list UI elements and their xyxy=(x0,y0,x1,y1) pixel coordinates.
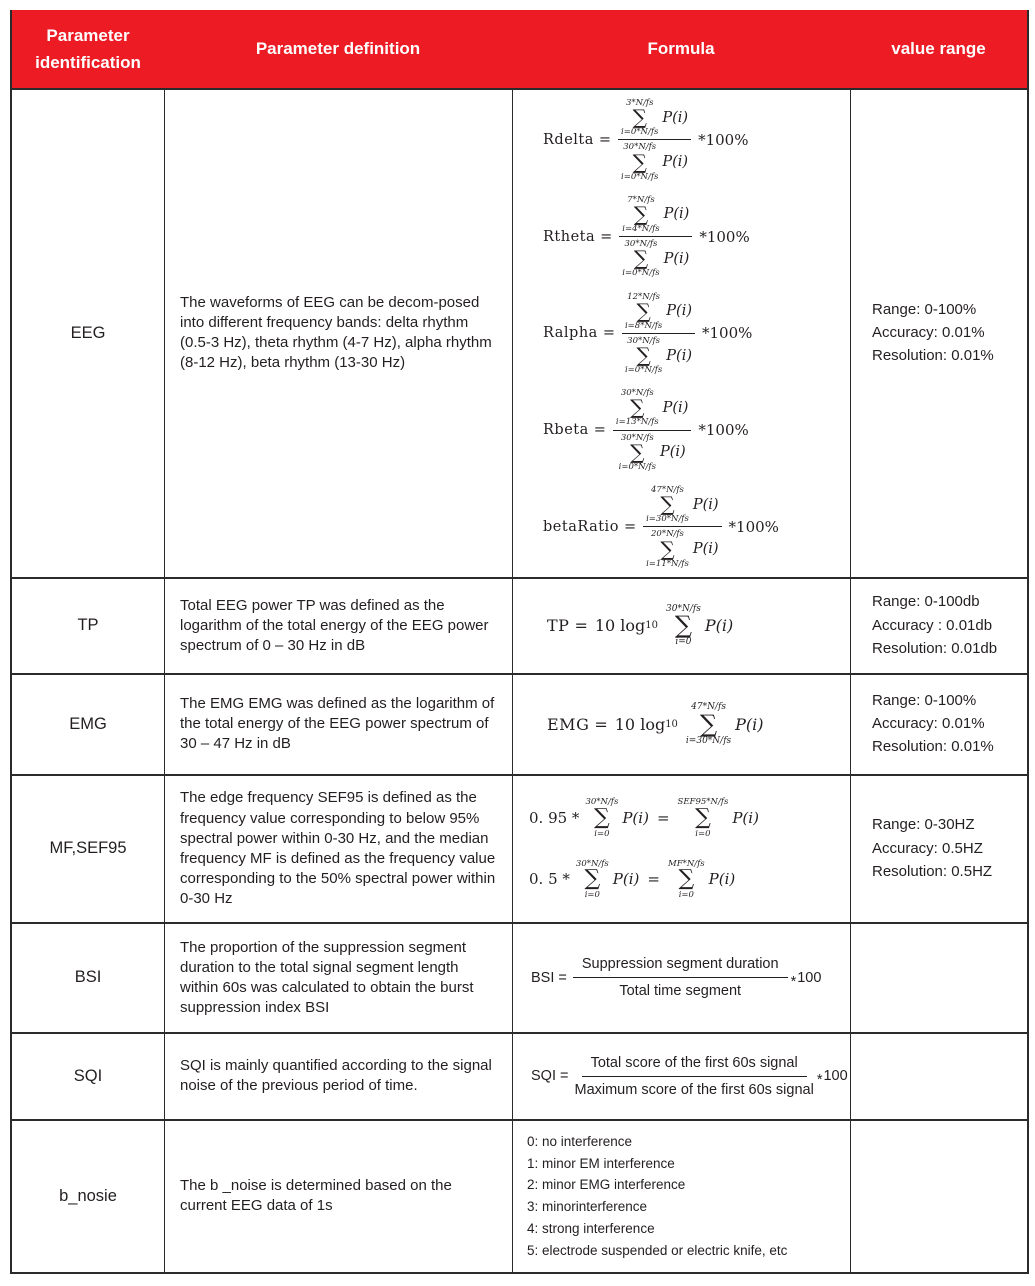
definition-cell-eeg xyxy=(164,90,512,577)
definition-text: SQI is mainly quantified according to the signal noise of the previous period of time. xyxy=(180,1057,492,1095)
sigma-symbol: ∑ xyxy=(695,804,711,830)
sum xyxy=(621,98,688,137)
sigma-symbol: ∑ xyxy=(632,149,647,174)
param-id-sqi: SQI xyxy=(73,1066,103,1085)
formula-rdelta xyxy=(543,98,748,182)
sum-upper-limit: 30*N/fs xyxy=(585,797,619,808)
sum-upper-limit: 30*N/fs xyxy=(620,388,654,399)
sigma-stack xyxy=(619,433,656,472)
sum-upper-limit: 30*N/fs xyxy=(575,858,609,869)
equals-sign: = xyxy=(623,518,637,535)
sigma-symbol: ∑ xyxy=(630,439,645,464)
sum-term: P(i) xyxy=(622,809,649,828)
factor: 100 xyxy=(797,969,822,986)
fraction xyxy=(613,388,691,472)
sum xyxy=(625,336,692,375)
table-row-emg xyxy=(12,673,1027,774)
equals-sign: = xyxy=(647,870,660,889)
sum-upper-limit: 47*N/fs xyxy=(651,485,684,495)
fraction-denominator xyxy=(625,334,692,375)
fraction-numerator xyxy=(618,98,691,140)
fraction-numerator: Suppression segment duration xyxy=(573,956,788,978)
definition-text: The edge frequency SEF95 is defined as the frequency value corresponding to below 95% spectral power within 0-30 Hz, and the median frequency MF is defined as the frequency value corresponding to the 50% spectral power within 0-30 Hz xyxy=(180,789,496,907)
sum xyxy=(646,529,718,568)
table-row-bsi xyxy=(12,922,1027,1032)
noise-levels-list xyxy=(527,1131,787,1262)
sigma-stack xyxy=(622,239,659,278)
table-row-tp xyxy=(12,577,1027,673)
sum-upper-limit: 30*N/fs xyxy=(620,432,654,443)
log-prefix: 10 log xyxy=(594,616,646,636)
sigma-symbol: ∑ xyxy=(633,201,649,226)
range-line: Accuracy : 0.01db xyxy=(872,616,993,634)
fraction xyxy=(574,1055,813,1098)
formula-cell-b-nosie xyxy=(512,1121,850,1272)
range-line: Accuracy: 0.01% xyxy=(872,715,985,733)
range-line: Resolution: 0.01% xyxy=(872,738,994,756)
sigma-stack xyxy=(678,797,729,838)
definition-cell-b-nosie xyxy=(164,1121,512,1272)
column-header-parameter-definition: Parameter definition xyxy=(255,39,421,59)
sum-upper-limit: 12*N/fs xyxy=(627,291,661,302)
sum-lower-limit: i=30*N/fs xyxy=(685,735,732,746)
sum-term: P(i) xyxy=(666,347,692,364)
fraction-denominator: Maximum score of the first 60s signal xyxy=(574,1081,814,1098)
sum-term: P(i) xyxy=(663,206,690,223)
noise-level-line: 0: no interference xyxy=(527,1133,633,1149)
fraction-denominator xyxy=(646,527,718,568)
formula-cell-tp xyxy=(512,579,850,673)
formula-suffix: *100% xyxy=(699,227,750,246)
sum-lower-limit: i=11*N/fs xyxy=(646,558,689,569)
sum-term: P(i) xyxy=(662,399,689,416)
noise-level-line: 5: electrode suspended or electric knife, etc xyxy=(527,1243,788,1259)
sum-term: P(i) xyxy=(692,496,719,513)
sigma-symbol: ∑ xyxy=(678,865,695,891)
sum-upper-limit: MF*N/fs xyxy=(667,858,705,869)
sum xyxy=(622,239,689,278)
table-header xyxy=(12,10,1027,90)
sum-lower-limit: i=13*N/fs xyxy=(615,417,659,428)
value-range-cell-b-nosie xyxy=(850,1121,1027,1272)
definition-cell-mf-sef95 xyxy=(164,776,512,922)
sigma-stack xyxy=(686,702,731,746)
sum-term: P(i) xyxy=(735,714,764,734)
sum-lower-limit: i=8*N/fs xyxy=(624,320,663,331)
asterisk: * xyxy=(816,1072,823,1089)
formula-lhs: Rbeta xyxy=(543,422,589,439)
formula-cell-eeg xyxy=(512,90,850,577)
sum-term: P(i) xyxy=(663,250,690,267)
fraction xyxy=(573,956,788,999)
sum-upper-limit: 3*N/fs xyxy=(625,98,654,108)
param-id-emg: EMG xyxy=(69,714,107,733)
definition-cell-emg xyxy=(164,675,512,774)
table-row-mf-sef95 xyxy=(12,774,1027,922)
sigma-stack xyxy=(622,195,659,234)
sigma-stack xyxy=(646,529,689,568)
formula-cell-mf-sef95 xyxy=(512,776,850,922)
range-line: Range: 0-100db xyxy=(872,593,980,611)
log-prefix: 10 log xyxy=(614,714,666,734)
formula-suffix: *100% xyxy=(698,421,749,440)
formula-lhs: BSI = xyxy=(531,969,567,986)
formula-suffix xyxy=(790,969,822,990)
sigma-symbol: ∑ xyxy=(584,865,601,891)
sum-term: P(i) xyxy=(662,154,689,171)
equals-sign: = xyxy=(593,422,606,439)
fraction xyxy=(622,292,695,376)
column-header-formula: Formula xyxy=(647,39,715,59)
range-line: Accuracy: 0.01% xyxy=(872,324,985,342)
sum xyxy=(616,388,688,427)
sum xyxy=(621,142,688,181)
factor: 100 xyxy=(823,1068,848,1085)
formula-betaratio xyxy=(543,485,779,569)
formula-coefficient: 0. 95 * xyxy=(529,809,580,828)
log-base: 10 xyxy=(645,620,659,632)
fraction-denominator xyxy=(621,140,688,181)
equals-sign: = xyxy=(594,714,608,734)
formula-suffix: *100% xyxy=(698,130,749,149)
fraction-numerator xyxy=(619,195,692,237)
param-id-mf-sef95: MF,SEF95 xyxy=(49,839,127,858)
sigma-stack xyxy=(585,797,618,838)
definition-cell-tp xyxy=(164,579,512,673)
formula-emg xyxy=(547,702,764,746)
value-range-cell-mf-sef95 xyxy=(850,776,1027,922)
sum-upper-limit: 20*N/fs xyxy=(651,529,684,540)
sum xyxy=(585,797,649,838)
value-range-cell-bsi xyxy=(850,924,1027,1032)
formula-lhs: betaRatio xyxy=(543,518,619,535)
sum-term: P(i) xyxy=(659,444,686,461)
formula-sef95 xyxy=(529,797,759,838)
log-base: 10 xyxy=(665,718,678,730)
param-id-b-nosie: b_nosie xyxy=(59,1186,117,1205)
sum-upper-limit: SEF95*N/fs xyxy=(677,797,729,808)
column-header-value-range: value range xyxy=(891,39,986,59)
sum-lower-limit: i=0*N/fs xyxy=(622,268,660,279)
value-range-cell-tp xyxy=(850,579,1027,673)
sigma-symbol: ∑ xyxy=(632,105,647,130)
range-line: Range: 0-100% xyxy=(872,301,977,319)
equals-sign: = xyxy=(602,325,615,342)
sigma-symbol: ∑ xyxy=(594,804,610,830)
formula-bsi xyxy=(519,956,821,999)
sum-term: P(i) xyxy=(704,616,734,636)
noise-level-line: 1: minor EM interference xyxy=(527,1155,675,1171)
sum-lower-limit: i=0*N/fs xyxy=(624,365,663,376)
formula-lhs: SQI = xyxy=(531,1068,569,1085)
fraction-denominator xyxy=(622,237,689,278)
range-line: Accuracy: 0.5HZ xyxy=(872,839,983,857)
sum xyxy=(678,797,759,838)
formula-suffix: *100% xyxy=(728,517,779,536)
sum-term: P(i) xyxy=(692,541,719,558)
sum xyxy=(576,859,640,900)
definition-text: Total EEG power TP was defined as the logarithm of the total energy of the EEG power spectrum of 0 – 30 Hz in dB xyxy=(180,596,489,654)
equals-sign: = xyxy=(600,228,613,245)
param-id-eeg: EEG xyxy=(70,323,106,342)
formula-lhs: Ralpha xyxy=(543,325,598,342)
sum-upper-limit: 47*N/fs xyxy=(691,702,726,713)
fraction xyxy=(618,98,691,182)
equals-sign: = xyxy=(656,809,670,828)
formula-lhs: EMG xyxy=(547,714,590,734)
sum xyxy=(622,195,689,234)
definition-text: The proportion of the suppression segment duration to the total signal segment length within 60s was calculated to obtain the burst suppression index BSI xyxy=(180,938,474,1016)
fraction-numerator xyxy=(622,292,695,334)
formula-lhs: TP xyxy=(547,616,570,636)
sum-lower-limit: i=0 xyxy=(675,637,692,648)
column-header-parameter-identification: Parameter identification xyxy=(35,25,141,72)
equals-sign: = xyxy=(598,131,612,148)
fraction-denominator xyxy=(619,431,686,472)
sigma-symbol: ∑ xyxy=(633,246,649,271)
formula-suffix xyxy=(816,1068,848,1089)
sigma-symbol: ∑ xyxy=(636,298,651,323)
sigma-stack xyxy=(668,859,705,900)
range-line: Resolution: 0.01db xyxy=(872,639,998,657)
sigma-stack xyxy=(625,292,662,331)
fraction-numerator xyxy=(643,485,721,527)
formula-ralpha xyxy=(543,292,752,376)
formula-sqi xyxy=(519,1055,848,1098)
sigma-stack xyxy=(625,336,662,375)
sum-upper-limit: 30*N/fs xyxy=(623,142,657,153)
definition-text: The waveforms of EEG can be decom-posed into different frequency bands: delta rhythm (0.5-3 Hz), theta rhythm (4-7 Hz), alpha rhythm (8-12 Hz), beta rhythm (13-30 Hz) xyxy=(180,294,492,372)
fraction-denominator: Total time segment xyxy=(619,983,742,1000)
sum xyxy=(619,433,686,472)
sum-lower-limit: i=4*N/fs xyxy=(622,223,660,234)
fraction-numerator: Total score of the first 60s signal xyxy=(582,1055,807,1077)
sum xyxy=(646,485,718,524)
formula-tp xyxy=(547,604,733,648)
formula-lhs: Rtheta xyxy=(543,228,596,245)
sigma-stack xyxy=(666,604,701,648)
value-range-cell-sqi xyxy=(850,1034,1027,1119)
fraction xyxy=(619,195,692,279)
sum-lower-limit: i=0 xyxy=(584,889,600,900)
formula-cell-sqi xyxy=(512,1034,850,1119)
sum-upper-limit: 30*N/fs xyxy=(627,335,661,346)
noise-level-line: 2: minor EMG interference xyxy=(527,1177,686,1193)
formula-rtheta xyxy=(543,195,750,279)
definition-text: The EMG EMG was defined as the logarithm of the total energy of the EEG power spectrum of 30 – 47 Hz in dB xyxy=(180,695,495,753)
sigma-symbol: ∑ xyxy=(660,536,675,561)
formula-lhs: Rdelta xyxy=(543,131,594,148)
range-line: Range: 0-100% xyxy=(872,691,977,709)
sum-upper-limit: 30*N/fs xyxy=(624,239,658,250)
table-row-b-nosie xyxy=(12,1119,1027,1272)
sum-term: P(i) xyxy=(662,109,689,126)
table-row-eeg xyxy=(12,90,1027,577)
sigma-symbol: ∑ xyxy=(674,611,692,640)
sum-lower-limit: i=0 xyxy=(695,828,711,839)
definition-text: The b _noise is determined based on the current EEG data of 1s xyxy=(180,1177,452,1215)
sigma-stack xyxy=(576,859,609,900)
sum-term: P(i) xyxy=(666,303,692,320)
sigma-symbol: ∑ xyxy=(660,492,675,517)
param-id-tp: TP xyxy=(77,616,99,635)
sum-upper-limit: 30*N/fs xyxy=(666,603,701,614)
sum-upper-limit: 7*N/fs xyxy=(627,194,655,205)
param-id-bsi: BSI xyxy=(74,968,102,987)
sum-lower-limit: i=0 xyxy=(594,828,610,839)
parameter-table xyxy=(10,10,1029,1274)
formula-mf xyxy=(529,859,735,900)
formula-cell-emg xyxy=(512,675,850,774)
formula-cell-bsi xyxy=(512,924,850,1032)
sigma-symbol: ∑ xyxy=(699,709,718,738)
sigma-stack xyxy=(621,142,658,181)
sum xyxy=(625,292,692,331)
equals-sign: = xyxy=(574,616,588,636)
sum-lower-limit: i=0*N/fs xyxy=(618,461,656,472)
range-line: Resolution: 0.5HZ xyxy=(872,862,993,880)
fraction-numerator xyxy=(613,388,691,430)
table-row-sqi xyxy=(12,1032,1027,1119)
sigma-stack xyxy=(616,388,659,427)
sum-term: P(i) xyxy=(612,870,640,889)
formula-coefficient: 0. 5 * xyxy=(529,870,570,889)
sigma-stack xyxy=(621,98,658,137)
definition-cell-sqi xyxy=(164,1034,512,1119)
sum-term: P(i) xyxy=(732,809,759,828)
sigma-symbol: ∑ xyxy=(630,395,645,420)
value-range-cell-emg xyxy=(850,675,1027,774)
range-line: Resolution: 0.01% xyxy=(872,347,994,365)
sum xyxy=(668,859,735,900)
formula-rbeta xyxy=(543,388,749,472)
definition-cell-bsi xyxy=(164,924,512,1032)
sum xyxy=(686,702,764,746)
sigma-symbol: ∑ xyxy=(636,343,651,368)
range-line: Range: 0-30HZ xyxy=(872,816,975,834)
sum-lower-limit: i=0*N/fs xyxy=(621,171,659,182)
asterisk: * xyxy=(790,973,797,990)
sum-term: P(i) xyxy=(708,870,736,889)
sum-lower-limit: i=0*N/fs xyxy=(621,127,659,138)
value-range-cell-eeg xyxy=(850,90,1027,577)
sum-lower-limit: i=0 xyxy=(678,889,694,900)
sum-lower-limit: i=30*N/fs xyxy=(646,514,689,525)
noise-level-line: 4: strong interference xyxy=(527,1221,655,1237)
sigma-stack xyxy=(646,485,689,524)
formula-suffix: *100% xyxy=(702,324,753,343)
noise-level-line: 3: minorinterference xyxy=(527,1199,648,1215)
sum xyxy=(666,604,733,648)
fraction xyxy=(643,485,721,569)
